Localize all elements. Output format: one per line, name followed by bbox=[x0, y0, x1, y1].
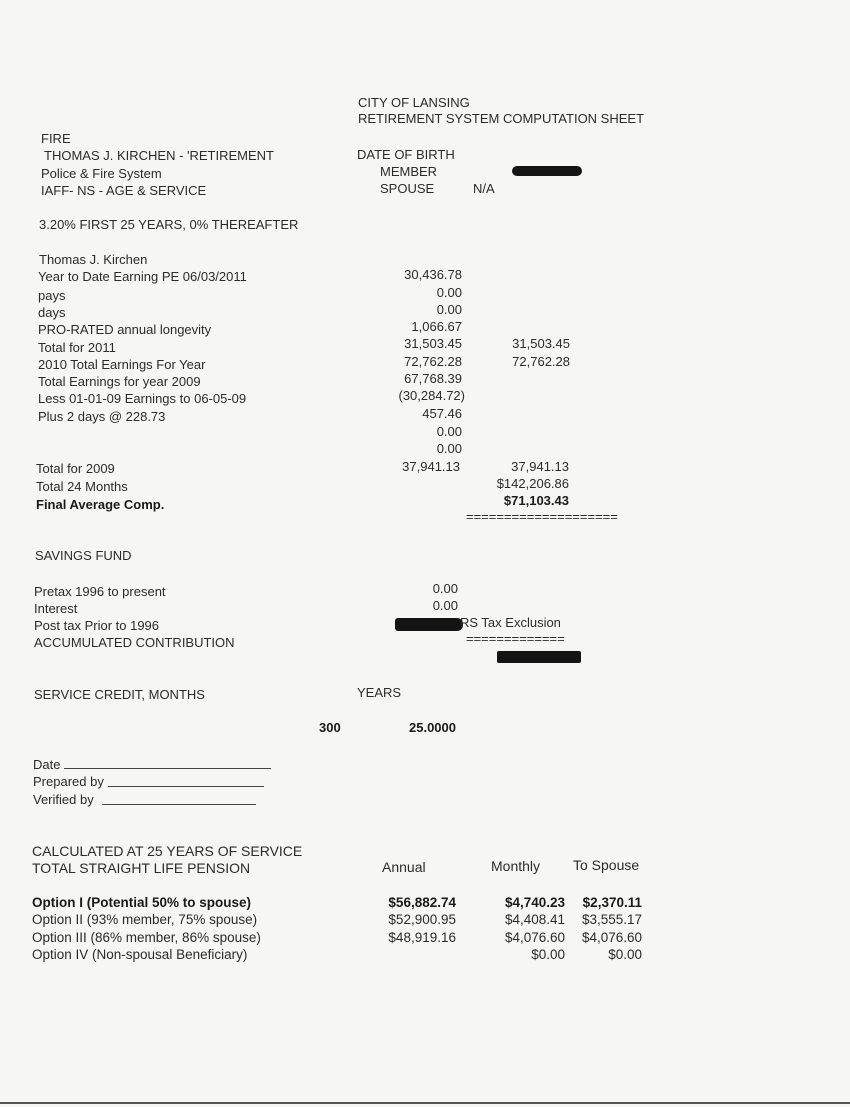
earnings-row-value: 67,768.39 bbox=[404, 371, 462, 386]
redaction-mark-accum bbox=[497, 651, 581, 663]
earnings-row-value: 457.46 bbox=[422, 406, 462, 421]
extra-value-2: 0.00 bbox=[436, 441, 462, 456]
sheet-title: RETIREMENT SYSTEM COMPUTATION SHEET bbox=[358, 111, 645, 126]
earnings-row-value: (30,284.72) bbox=[398, 388, 465, 403]
tax-exclusion-note: RS Tax Exclusion bbox=[460, 615, 561, 630]
fac-value: $71,103.43 bbox=[503, 493, 569, 508]
earnings-row-value: 31,503.45 bbox=[404, 336, 462, 351]
earnings-row-label: Total for 2011 bbox=[38, 340, 116, 355]
savings-title: SAVINGS FUND bbox=[35, 548, 132, 563]
total-2009-label: Total for 2009 bbox=[36, 461, 115, 476]
pretax-value: 0.00 bbox=[432, 581, 458, 596]
pension-option-monthly: $4,076.60 bbox=[504, 930, 565, 945]
calculated-at-line: CALCULATED AT 25 YEARS OF SERVICE bbox=[32, 843, 303, 859]
date-line bbox=[64, 768, 271, 769]
pension-option-spouse: $2,370.11 bbox=[582, 895, 642, 910]
earnings-row-label: Less 01-01-09 Earnings to 06-05-09 bbox=[38, 391, 247, 406]
earnings-row-label: pays bbox=[38, 288, 66, 303]
prepared-by-label: Prepared by bbox=[33, 774, 104, 789]
pension-option-annual: $48,919.16 bbox=[388, 930, 456, 945]
interest-label: Interest bbox=[34, 601, 78, 616]
earnings-row-label: Plus 2 days @ 228.73 bbox=[38, 409, 166, 424]
earnings-row-value: 1,066.67 bbox=[411, 319, 462, 334]
page-bottom-edge bbox=[0, 1102, 850, 1104]
pension-option-spouse: $4,076.60 bbox=[581, 930, 642, 945]
member-label: MEMBER bbox=[380, 164, 438, 179]
spouse-value: N/A bbox=[473, 181, 495, 196]
earnings-row-label: Year to Date Earning PE 06/03/2011 bbox=[38, 269, 247, 284]
redaction-mark-posttax bbox=[395, 618, 463, 631]
monthly-header: Monthly bbox=[491, 858, 541, 874]
service-months-value: 300 bbox=[319, 720, 341, 735]
earnings-row-value: 0.00 bbox=[436, 302, 462, 317]
interest-value: 0.00 bbox=[432, 598, 458, 613]
savings-double-rule: ============= bbox=[466, 631, 565, 646]
pension-option-monthly: $4,408.41 bbox=[504, 912, 565, 927]
annual-header: Annual bbox=[382, 859, 426, 875]
earnings-row-value: 0.00 bbox=[436, 285, 462, 300]
total-2009-col1: 37,941.13 bbox=[402, 459, 460, 474]
prepared-by-line bbox=[108, 786, 264, 787]
earnings-row-summary-value: 31,503.45 bbox=[512, 336, 570, 351]
accum-contribution-label: ACCUMULATED CONTRIBUTION bbox=[34, 635, 235, 650]
pension-option-monthly: $0.00 bbox=[531, 947, 565, 962]
total-24-value: $142,206.86 bbox=[496, 476, 569, 491]
total-straight-life-line: TOTAL STRAIGHT LIFE PENSION bbox=[32, 860, 251, 876]
pension-option-label: Option I (Potential 50% to spouse) bbox=[32, 895, 252, 910]
pension-option-label: Option II (93% member, 75% spouse) bbox=[32, 912, 258, 927]
earnings-row-summary-value: 72,762.28 bbox=[512, 354, 570, 369]
total-24-label: Total 24 Months bbox=[36, 479, 128, 494]
verified-by-line bbox=[102, 804, 256, 805]
earnings-row-value: 72,762.28 bbox=[404, 354, 462, 369]
total-2009-col2: 37,941.13 bbox=[511, 459, 569, 474]
pension-option-annual: $52,900.95 bbox=[388, 912, 456, 927]
multiplier-line: 3.20% FIRST 25 YEARS, 0% THEREAFTER bbox=[39, 217, 299, 232]
fac-double-rule: ==================== bbox=[466, 509, 618, 524]
to-spouse-header: To Spouse bbox=[573, 857, 640, 873]
pension-option-monthly: $4,740.23 bbox=[504, 895, 565, 910]
plan-label: IAFF- NS - AGE & SERVICE bbox=[41, 183, 207, 198]
spouse-label: SPOUSE bbox=[380, 181, 435, 196]
pension-option-spouse: $0.00 bbox=[608, 947, 642, 962]
earnings-row-label: days bbox=[38, 305, 66, 320]
earnings-row-value: 30,436.78 bbox=[404, 267, 462, 282]
pension-option-label: Option IV (Non-spousal Beneficiary) bbox=[32, 947, 248, 962]
fac-label: Final Average Comp. bbox=[36, 497, 165, 512]
redaction-mark-dob bbox=[512, 166, 582, 176]
pension-option-label: Option III (86% member, 86% spouse) bbox=[32, 930, 261, 945]
verified-by-label: Verified by bbox=[33, 792, 94, 807]
posttax-label: Post tax Prior to 1996 bbox=[34, 618, 160, 633]
earnings-row-label: PRO-RATED annual longevity bbox=[38, 322, 212, 337]
date-label: Date bbox=[33, 757, 61, 772]
extra-value-1: 0.00 bbox=[436, 424, 462, 439]
earnings-row-label: Total Earnings for year 2009 bbox=[38, 374, 201, 389]
years-label: YEARS bbox=[357, 685, 402, 700]
dept-label: FIRE bbox=[41, 131, 71, 146]
pension-option-annual: $56,882.74 bbox=[388, 895, 456, 910]
retiree-name-line: THOMAS J. KIRCHEN - 'RETIREMENT bbox=[44, 148, 274, 163]
dob-label: DATE OF BIRTH bbox=[357, 147, 455, 162]
earnings-row-label: 2010 Total Earnings For Year bbox=[38, 357, 206, 372]
service-credit-label: SERVICE CREDIT, MONTHS bbox=[34, 687, 205, 702]
pension-option-spouse: $3,555.17 bbox=[581, 912, 642, 927]
pretax-label: Pretax 1996 to present bbox=[34, 584, 166, 599]
service-years-value: 25.0000 bbox=[409, 720, 456, 735]
system-label: Police & Fire System bbox=[41, 166, 162, 181]
earnings-member-name: Thomas J. Kirchen bbox=[39, 252, 148, 267]
city-title: CITY OF LANSING bbox=[358, 95, 470, 110]
